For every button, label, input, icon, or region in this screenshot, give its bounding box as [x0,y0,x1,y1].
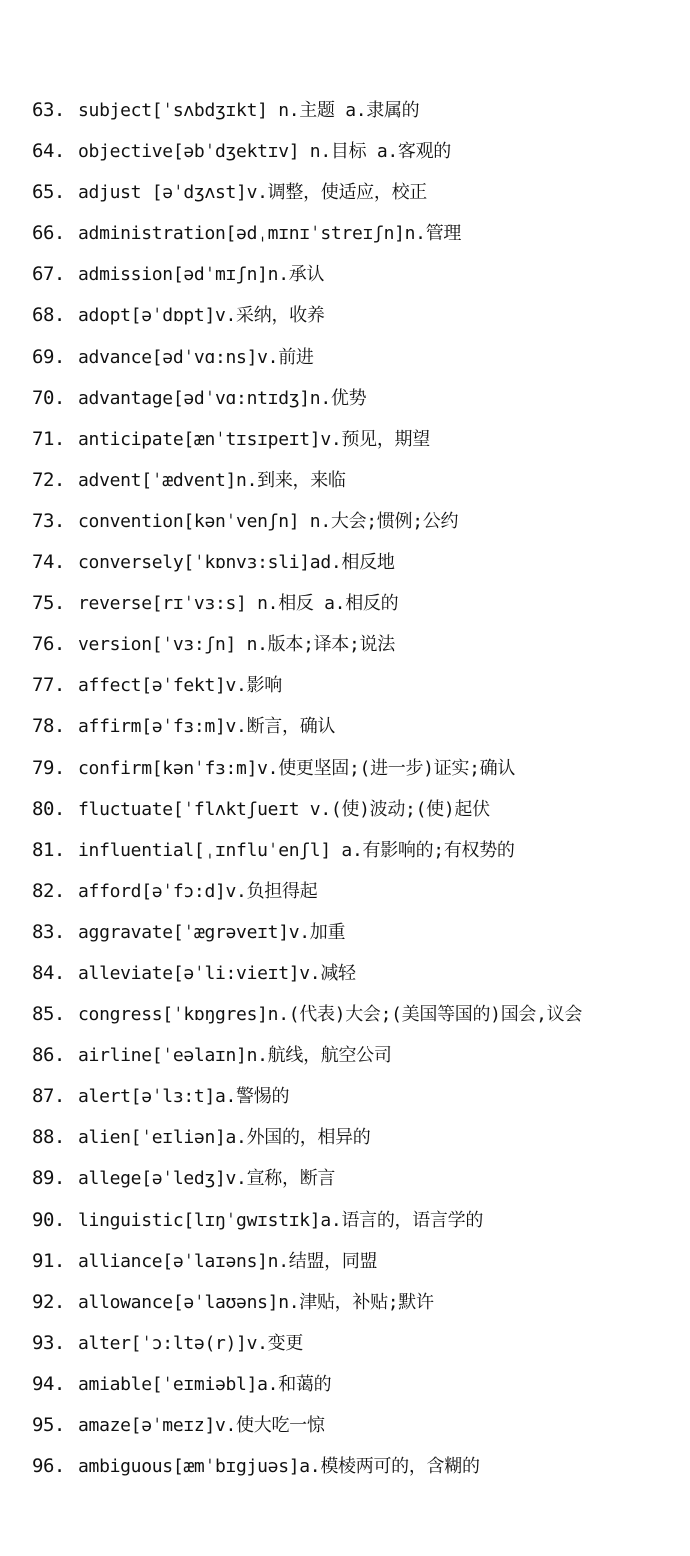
vocabulary-entry [0,994,690,1035]
vocabulary-entry [0,295,690,336]
vocabulary-entry [0,789,690,830]
vocabulary-entry [0,131,690,172]
entry-number: 84. [32,961,65,984]
entry-number: 82. [32,879,65,902]
entry-number: 70. [32,386,65,409]
entry-text: alien[ˈeɪliən]a.外国的，相异的 [78,1127,371,1149]
vocabulary-entry [0,1282,690,1323]
entry-number: 95. [32,1414,65,1436]
vocabulary-entry [0,419,690,460]
entry-text: alter[ˈɔ:ltə(r)]v.变更 [78,1332,304,1354]
vocabulary-entry [0,871,690,912]
entry-number: 81. [32,838,65,861]
vocabulary-entry [0,748,690,789]
vocabulary-entry [0,830,690,871]
entry-text: advance[ədˈvɑ:ns]v.前进 [78,346,314,368]
entry-text: influential[ˌɪnfluˈenʃl] a.有影响的;有权势的 [78,839,515,861]
entry-number: 67. [32,263,65,286]
entry-number: 77. [32,674,65,697]
entry-text: confirm[kənˈfɜ:m]v.使更坚固;(进一步)证实;确认 [78,757,516,779]
entry-text: conversely[ˈkɒnvɜ:sli]ad.相反地 [78,552,395,574]
entry-number: 86. [32,1044,65,1067]
entry-number: 63. [32,99,65,121]
vocabulary-entry [0,460,690,501]
entry-text: subject[ˈsʌbdʒɪkt] n.主题 a.隶属的 [78,100,420,121]
entry-text: linguistic[lɪŋˈgwɪstɪk]a.语言的，语言学的 [78,1209,484,1231]
vocabulary-entry [0,337,690,378]
entry-number: 71. [32,427,65,450]
vocabulary-entry [0,665,690,706]
vocabulary-entry [0,583,690,624]
vocabulary-entry [0,953,690,994]
entry-number: 76. [32,633,65,656]
entry-text: anticipate[ænˈtɪsɪpeɪt]v.预见，期望 [78,428,430,450]
vocabulary-entry [0,501,690,542]
vocabulary-entry [0,1158,690,1199]
vocabulary-entry [0,706,690,747]
vocabulary-entry [0,90,690,131]
vocabulary-entry [0,172,690,213]
entry-number: 88. [32,1126,65,1149]
entry-text: objective[əbˈdʒektɪv] n.目标 a.客观的 [78,141,451,163]
vocabulary-entry [0,624,690,665]
entry-text: admission[ədˈmɪʃn]n.承认 [78,264,325,286]
entry-text: administration[ədˌmɪnɪˈstreɪʃn]n.管理 [78,223,462,245]
entry-text: adjust [əˈdʒʌst]v.调整，使适应，校正 [78,182,427,204]
entry-number: 85. [32,1003,65,1026]
vocabulary-entry [0,1364,690,1405]
entry-text: fluctuate[ˈflʌktʃueɪt v.(使)波动;(使)起伏 [78,798,490,820]
vocabulary-entry [0,1323,690,1364]
vocabulary-entry [0,1076,690,1117]
entry-number: 93. [32,1331,65,1354]
entry-number: 90. [32,1208,65,1231]
entry-text: airline[ˈeəlaɪn]n.航线，航空公司 [78,1045,392,1067]
entry-number: 73. [32,509,65,532]
entry-number: 87. [32,1085,65,1108]
entry-text: advent[ˈædvent]n.到来，来临 [78,469,346,491]
entry-text: aggravate[ˈægrəveɪt]v.加重 [78,921,346,943]
vocabulary-entry [0,1405,690,1446]
entry-text: congress[ˈkɒŋgres]n.(代表)大会;(美国等国的)国会,议会 [78,1004,583,1026]
vocabulary-list [0,90,690,1487]
vocabulary-entry [0,254,690,295]
entry-number: 80. [32,797,65,820]
entry-text: affirm[əˈfɜ:m]v.断言，确认 [78,716,336,738]
entry-number: 91. [32,1249,65,1272]
entry-number: 79. [32,756,65,779]
entry-text: allowance[əˈlaʊəns]n.津贴，补贴;默许 [78,1291,434,1313]
entry-text: alliance[əˈlaɪəns]n.结盟，同盟 [78,1250,378,1272]
vocabulary-entry [0,378,690,419]
vocabulary-entry [0,912,690,953]
vocabulary-entry [0,1200,690,1241]
entry-text: affect[əˈfekt]v.影响 [78,675,282,697]
entry-text: alert[əˈlɜ:t]a.警惕的 [78,1086,290,1108]
vocabulary-entry [0,1241,690,1282]
entry-number: 75. [32,592,65,615]
entry-number: 96. [32,1455,65,1478]
entry-text: adopt[əˈdɒpt]v.采纳，收养 [78,305,325,327]
entry-number: 66. [32,222,65,245]
entry-number: 68. [32,304,65,327]
entry-text: allege[əˈledʒ]v.宣称，断言 [78,1168,336,1190]
entry-text: amaze[əˈmeɪz]v.使大吃一惊 [78,1415,325,1436]
vocabulary-entry [0,1117,690,1158]
entry-text: alleviate[əˈli:vieɪt]v.减轻 [78,962,356,984]
entry-number: 72. [32,468,65,491]
entry-number: 92. [32,1290,65,1313]
entry-number: 89. [32,1167,65,1190]
entry-text: afford[əˈfɔ:d]v.负担得起 [78,880,318,902]
entry-text: amiable[ˈeɪmiəbl]a.和蔼的 [78,1373,332,1395]
entry-number: 78. [32,715,65,738]
vocabulary-entry [0,1035,690,1076]
entry-text: convention[kənˈvenʃn] n.大会;惯例;公约 [78,510,459,532]
entry-number: 65. [32,181,65,204]
entry-text: reverse[rɪˈvɜ:s] n.相反 a.相反的 [78,593,399,615]
vocabulary-entry [0,542,690,583]
vocabulary-entry [0,213,690,254]
entry-text: advantage[ədˈvɑ:ntɪdʒ]n.优势 [78,387,367,409]
entry-number: 94. [32,1372,65,1395]
entry-number: 74. [32,551,65,574]
entry-text: ambiguous[æmˈbɪgjuəs]a.模棱两可的，含糊的 [78,1456,480,1478]
entry-number: 64. [32,140,65,163]
entry-number: 69. [32,345,65,368]
entry-text: version[ˈvɜ:ʃn] n.版本;译本;说法 [78,634,395,656]
entry-number: 83. [32,920,65,943]
vocabulary-entry [0,1446,690,1487]
